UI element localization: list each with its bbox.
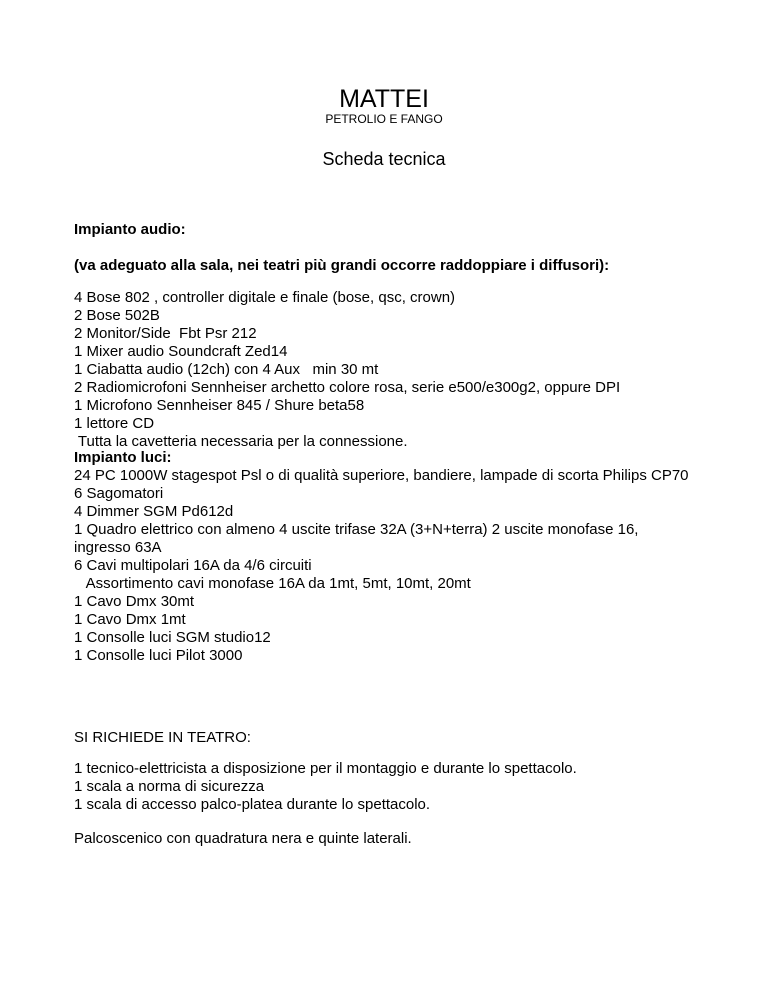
list-item: 2 Bose 502B [74, 307, 160, 324]
document-subtitle: PETROLIO E FANGO [325, 112, 443, 126]
list-item: 1 lettore CD [74, 415, 155, 432]
list-item: 1 Consolle luci SGM studio12 [74, 629, 271, 646]
list-item: 4 Dimmer SGM Pd612d [74, 503, 234, 520]
requests-heading: SI RICHIEDE IN TEATRO: [74, 729, 251, 746]
list-item: 6 Cavi multipolari 16A da 4/6 circuiti [74, 557, 312, 574]
list-item: 4 Bose 802 , controller digitale e finale (bose, qsc, crown) [74, 289, 456, 306]
list-item: 2 Radiomicrofoni Sennheiser archetto colore rosa, serie e500/e300g2, oppure DPI [74, 379, 621, 396]
lights-list [74, 449, 694, 665]
lights-heading: Impianto luci: [74, 449, 172, 466]
audio-list [74, 289, 694, 451]
list-item: 24 PC 1000W stagespot Psl o di qualità superiore, bandiere, lampade di scorta Philips CP70 [74, 467, 689, 484]
document-heading: Scheda tecnica [322, 149, 446, 169]
document-title: MATTEI [339, 85, 429, 113]
list-item: 1 Microfono Sennheiser 845 / Shure beta58 [74, 397, 365, 414]
list-item: 6 Sagomatori [74, 485, 164, 502]
list-item: 1 Cavo Dmx 1mt [74, 611, 186, 628]
audio-heading: Impianto audio: [74, 221, 186, 238]
list-item: 1 Quadro elettrico con almeno 4 uscite trifase 32A (3+N+terra) 2 uscite monofase 16, ingresso 63A [74, 521, 639, 556]
list-item: 1 scala di accesso palco-platea durante lo spettacolo. [74, 796, 431, 813]
list-item: 1 Ciabatta audio (12ch) con 4 Aux min 30 mt [74, 361, 379, 378]
list-item: 1 tecnico-elettricista a disposizione per il montaggio e durante lo spettacolo. [74, 760, 577, 777]
list-item: 2 Monitor/Side Fbt Psr 212 [74, 325, 257, 342]
list-item: 1 Mixer audio Soundcraft Zed14 [74, 343, 288, 360]
stage-note: Palcoscenico con quadratura nera e quinte laterali. [74, 830, 412, 847]
list-item: Assortimento cavi monofase 16A da 1mt, 5mt, 10mt, 20mt [74, 575, 471, 592]
audio-note: (va adeguato alla sala, nei teatri più grandi occorre raddoppiare i diffusori): [74, 257, 610, 274]
list-item: Tutta la cavetteria necessaria per la connessione. [74, 433, 408, 450]
list-item: 1 Cavo Dmx 30mt [74, 593, 195, 610]
list-item: 1 scala a norma di sicurezza [74, 778, 265, 795]
requests-list [74, 760, 694, 814]
list-item: 1 Consolle luci Pilot 3000 [74, 647, 243, 664]
